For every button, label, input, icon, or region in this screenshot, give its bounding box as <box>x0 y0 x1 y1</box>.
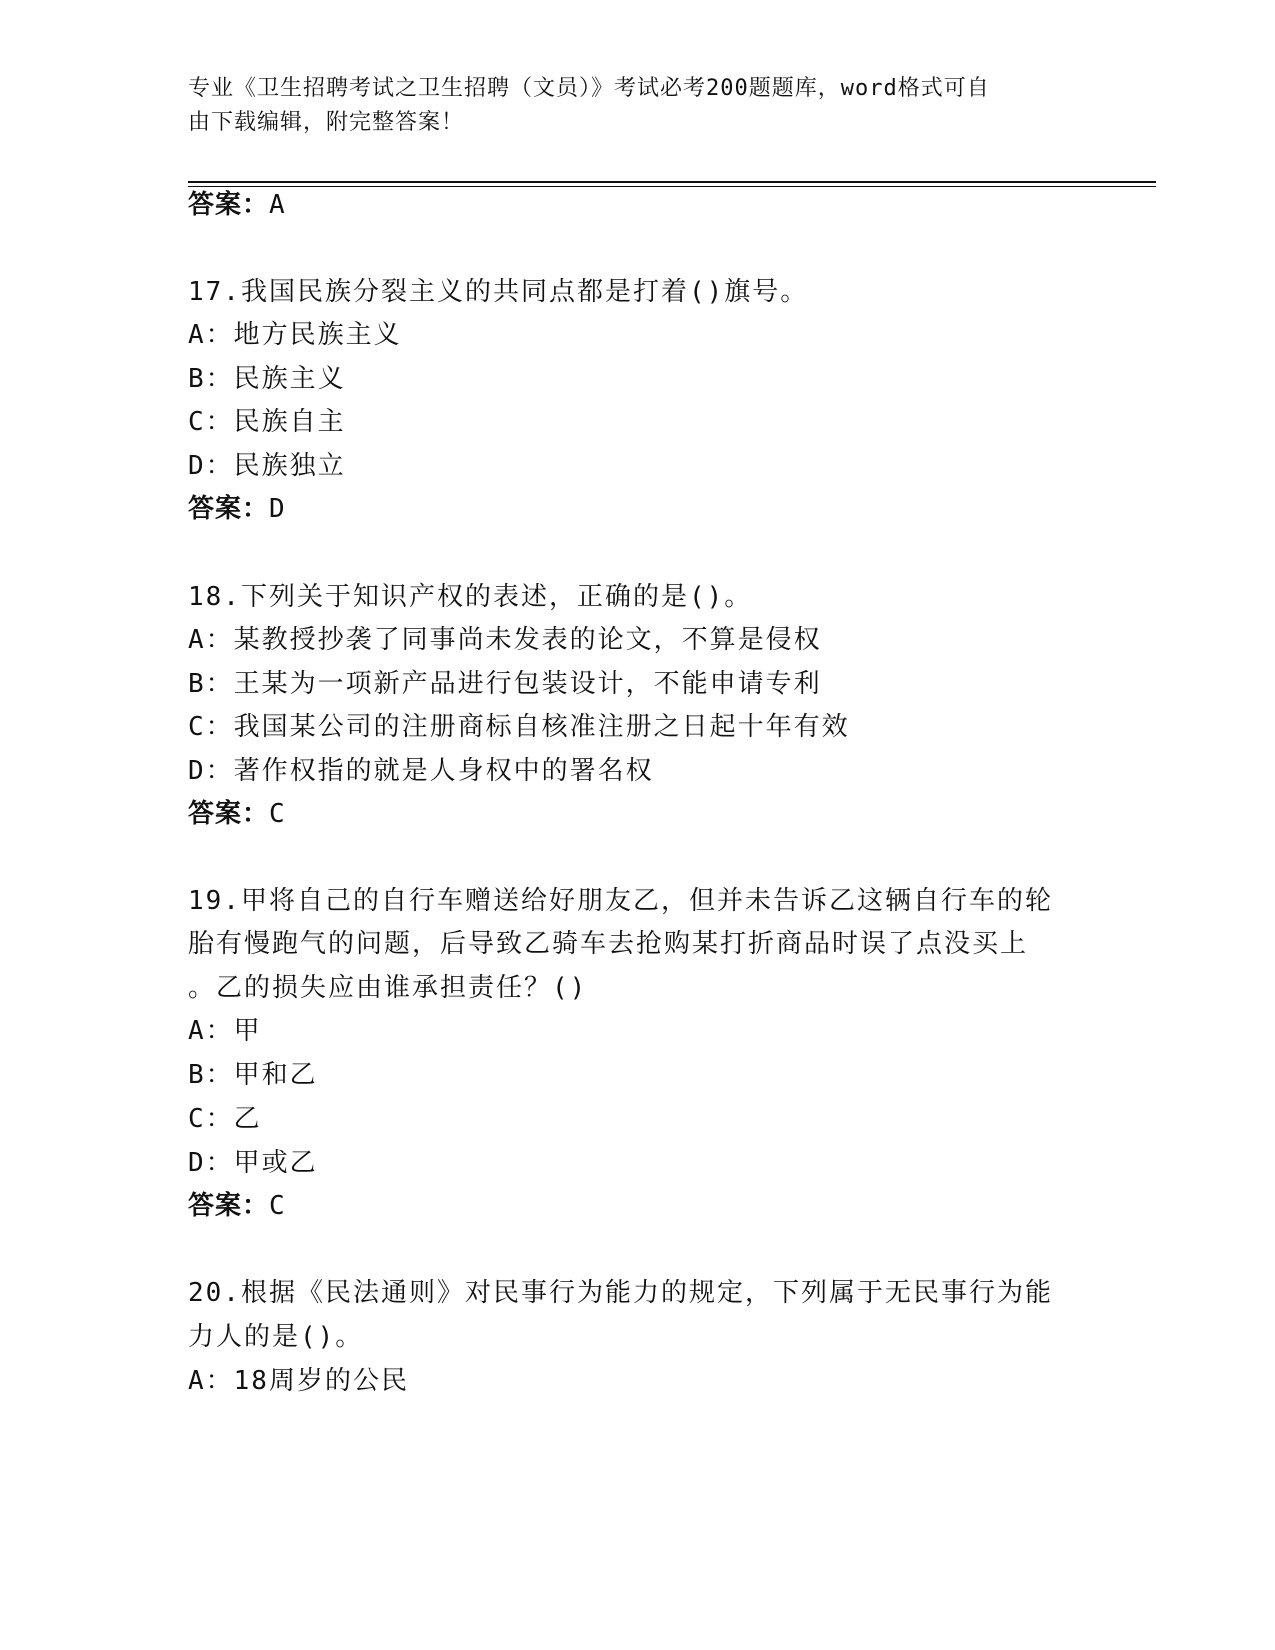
q19-option-a: A：甲 <box>188 1016 262 1046</box>
q19-answer <box>188 1189 286 1223</box>
document-header <box>188 72 1088 140</box>
q18-option-b: B：王某为一项新产品进行包装设计，不能申请专利 <box>188 669 822 699</box>
q18-stem: 18.下列关于知识产权的表述，正确的是()。 <box>188 582 753 612</box>
q17-answer <box>188 492 286 526</box>
q17-option-d: D：民族独立 <box>188 451 346 481</box>
q19-stem-line-2: 胎有慢跑气的问题，后导致乙骑车去抢购某打折商品时误了点没买上 <box>188 929 1029 959</box>
q19-option-c: C：乙 <box>188 1104 262 1134</box>
q19-option-b: B：甲和乙 <box>188 1060 318 1090</box>
answer-label: 答案： <box>188 799 270 829</box>
q18-option-a: A：某教授抄袭了同事尚未发表的论文，不算是侵权 <box>188 625 822 655</box>
answer-value: C <box>269 799 286 829</box>
q18-answer <box>188 797 286 831</box>
header-rule-thin <box>188 186 1156 187</box>
header-line-2: 由下载编辑，附完整答案！ <box>188 110 465 135</box>
answer-value: C <box>269 1191 286 1221</box>
q17-option-c: C：民族自主 <box>188 407 346 437</box>
q19-stem-line-1: 19.甲将自己的自行车赠送给好朋友乙，但并未告诉乙这辆自行车的轮 <box>188 886 1053 916</box>
answer-value: A <box>269 190 286 220</box>
q19-stem-line-3: 。乙的损失应由谁承担责任？() <box>188 973 588 1003</box>
q17-option-b: B：民族主义 <box>188 364 346 394</box>
q20-stem-line-1: 20.根据《民法通则》对民事行为能力的规定，下列属于无民事行为能 <box>188 1278 1053 1308</box>
header-line-1: 专业《卫生招聘考试之卫生招聘（文员）》考试必考200题题库，word格式可自 <box>188 76 990 101</box>
header-rule-thick <box>188 181 1156 183</box>
q16-answer <box>188 188 286 222</box>
q20-option-a: A：18周岁的公民 <box>188 1366 409 1396</box>
q19-option-d: D：甲或乙 <box>188 1148 318 1178</box>
q20-stem-line-2: 力人的是()。 <box>188 1322 364 1352</box>
answer-label: 答案： <box>188 494 270 524</box>
q18-option-c: C：我国某公司的注册商标自核准注册之日起十年有效 <box>188 712 850 742</box>
q17-stem: 17.我国民族分裂主义的共同点都是打着()旗号。 <box>188 277 809 307</box>
q18-option-d: D：著作权指的就是人身权中的署名权 <box>188 756 654 786</box>
answer-value: D <box>269 494 286 524</box>
answer-label: 答案： <box>188 1191 270 1221</box>
answer-label: 答案： <box>188 190 270 220</box>
q17-option-a: A：地方民族主义 <box>188 320 402 350</box>
